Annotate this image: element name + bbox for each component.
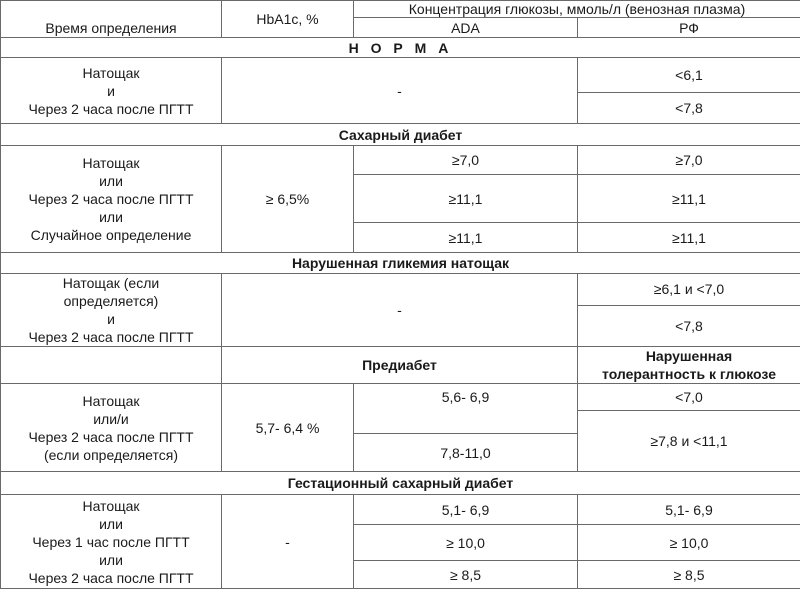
norma-rf-value: <6,1 xyxy=(578,58,800,93)
prediabetes-ada-value: 5,6- 6,9 xyxy=(354,384,578,434)
header-hba1c-column: HbA1c, % xyxy=(222,1,354,38)
section-prediabetes-title: Предиабет xyxy=(222,347,578,384)
ifg-rf-value: ≥6,1 и <7,0 xyxy=(578,274,800,306)
diabetes-rf-value: ≥11,1 xyxy=(578,223,800,253)
prediabetes-time-line: Натощак xyxy=(82,392,140,409)
section-diabetes-title: Сахарный диабет xyxy=(1,124,800,146)
gestational-ada-value: ≥ 8,5 xyxy=(354,561,578,589)
diabetes-time-line: Натощак xyxy=(82,155,140,171)
prediabetes-time-line: Через 2 часа после ПГТТ xyxy=(28,428,194,445)
prediabetes-ada-value: 7,8-11,0 xyxy=(354,434,578,472)
prediabetes-hba1c-value: 5,7- 6,4 % xyxy=(222,384,354,472)
gestational-time-line: или xyxy=(99,551,123,568)
ifg-time-cell xyxy=(1,274,222,347)
igt-rf-value: ≥7,8 и <11,1 xyxy=(578,411,800,472)
diabetes-ada-value: ≥11,1 xyxy=(354,223,578,253)
igt-rf-value: <7,0 xyxy=(578,384,800,411)
prediabetes-time-line: или/и xyxy=(93,410,129,427)
prediabetes-empty-cell xyxy=(1,347,222,384)
gestational-rf-value: ≥ 8,5 xyxy=(578,561,800,589)
diabetes-hba1c-value: ≥ 6,5% xyxy=(222,146,354,253)
ifg-time-line: Натощак (если xyxy=(62,275,160,291)
igt-title-line: толерантность к глюкозе xyxy=(602,366,776,382)
diabetes-ada-value: ≥11,1 xyxy=(354,175,578,223)
norma-time-line: Через 2 часа после ПГТТ xyxy=(28,100,194,117)
prediabetes-time-cell xyxy=(1,384,222,472)
header-rf-column: РФ xyxy=(578,18,800,38)
diabetes-time-line: или xyxy=(99,209,123,225)
diabetes-rf-value: ≥11,1 xyxy=(578,175,800,223)
header-glucose-column: Концентрация глюкозы, ммоль/л (венозная плазма) xyxy=(354,1,800,18)
gestational-time-cell xyxy=(1,495,222,589)
gestational-ada-value: 5,1- 6,9 xyxy=(354,495,578,525)
diabetes-time-line: Случайное определение xyxy=(30,227,192,243)
igt-title-line: Нарушенная xyxy=(645,348,733,364)
ifg-time-line: и xyxy=(107,311,115,327)
header-time-column: Время определения xyxy=(1,1,222,38)
section-gestational-title: Гестационный сахарный диабет xyxy=(1,472,800,495)
gestational-ada-value: ≥ 10,0 xyxy=(354,525,578,561)
norma-rf-value: <7,8 xyxy=(578,93,800,124)
section-ifg-title: Нарушенная гликемия натощак xyxy=(1,253,800,274)
ifg-time-line: определяется) xyxy=(63,293,159,309)
norma-time-line: Натощак xyxy=(82,64,140,81)
gestational-rf-value: 5,1- 6,9 xyxy=(578,495,800,525)
gestational-time-line: Натощак xyxy=(82,497,140,514)
gestational-rf-value: ≥ 10,0 xyxy=(578,525,800,561)
diabetes-time-line: или xyxy=(99,173,123,189)
gestational-time-line: или xyxy=(99,515,123,532)
norma-hba1c-ada-cell: - xyxy=(222,58,578,124)
gestational-time-line: Через 1 час после ПГТТ xyxy=(32,533,190,550)
diabetes-time-cell xyxy=(1,146,222,253)
diabetes-time-line: Через 2 часа после ПГТТ xyxy=(28,191,194,207)
gestational-hba1c-value: - xyxy=(222,495,354,589)
norma-time-line: и xyxy=(107,82,115,99)
section-igt-title xyxy=(578,347,800,384)
diabetes-rf-value: ≥7,0 xyxy=(578,146,800,175)
norma-time-cell xyxy=(1,58,222,124)
diabetes-ada-value: ≥7,0 xyxy=(354,146,578,175)
ifg-time-line: Через 2 часа после ПГТТ xyxy=(28,329,194,345)
header-ada-column: ADA xyxy=(354,18,578,38)
prediabetes-time-line: (если определяется) xyxy=(43,446,179,463)
ifg-rf-value: <7,8 xyxy=(578,305,800,346)
ifg-hba1c-ada-cell: - xyxy=(222,274,578,347)
section-norma-title: Н О Р М А xyxy=(1,38,800,58)
gestational-time-line: Через 2 часа после ПГТТ xyxy=(28,569,194,586)
